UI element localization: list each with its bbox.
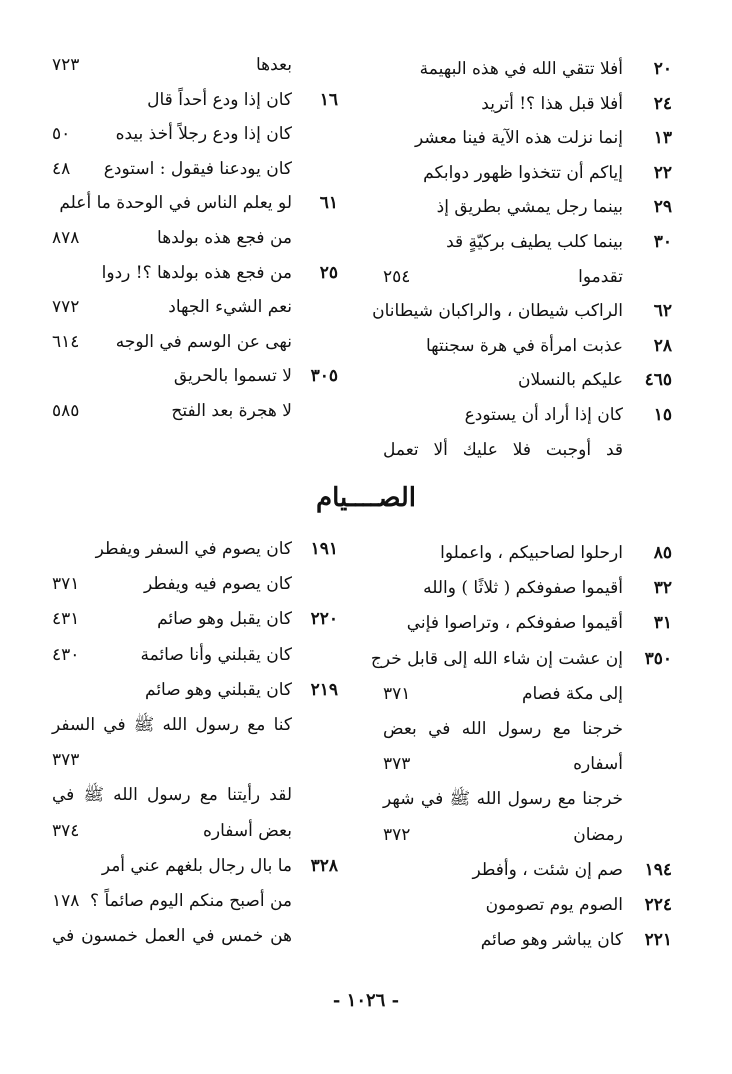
entry-number: ٢٠ bbox=[653, 59, 672, 79]
entry-number: ١٥ bbox=[653, 405, 672, 425]
entry-text: هن خمس في العمل خمسون في bbox=[52, 926, 292, 947]
entry-page-number: ٧٧٢ bbox=[52, 297, 80, 318]
entry-text: كان يودعنا فيقول : استودع bbox=[103, 158, 292, 179]
entry-page-number: ٣٧٢ bbox=[383, 824, 411, 845]
entry-number: ٢٤ bbox=[653, 93, 672, 114]
entry-number: ١٦ bbox=[319, 89, 338, 110]
entry-number: ٢٩ bbox=[653, 197, 672, 218]
entry-text: لا تسموا بالحريق bbox=[173, 366, 292, 387]
entry-text: بعض أسفاره bbox=[202, 820, 292, 841]
entry-page-number: ٤٣٠ bbox=[52, 644, 80, 665]
entry-text: عليكم بالنسلان bbox=[517, 370, 623, 391]
entry-page-number: ٣٧١ bbox=[383, 683, 411, 704]
entry-text: كان إذا أراد أن يستودع bbox=[464, 405, 623, 425]
entry-text: كنا مع رسول الله ﷺ في السفر bbox=[52, 715, 292, 735]
entry-page-number: ٣٧٣ bbox=[52, 750, 80, 771]
entry-page-number: ٧٢٣ bbox=[52, 55, 80, 75]
entry-number: ١٩١ bbox=[310, 539, 338, 559]
entry-text: كان يصوم فيه ويفطر bbox=[144, 574, 292, 595]
entry-text: أسفاره bbox=[573, 754, 623, 775]
entry-text: خرجنا مع رسول الله ﷺ في شهر bbox=[383, 789, 623, 810]
entry-text: من فجع هذه بولدها bbox=[157, 228, 292, 248]
entry-number: ٣٠٥ bbox=[310, 366, 338, 387]
entry-page-number: ٥٨٥ bbox=[52, 401, 80, 421]
entry-text: كان يقبلني وهو صائم bbox=[145, 679, 292, 700]
entry-text: بعدها bbox=[255, 55, 292, 75]
entry-text: لا هجرة بعد الفتح bbox=[171, 401, 292, 421]
entry-number: ٢١٩ bbox=[310, 679, 338, 700]
entry-text: نعم الشيء الجهاد bbox=[168, 297, 292, 318]
entry-text: لو يعلم الناس في الوحدة ما أعلم bbox=[59, 193, 292, 214]
entry-page-number: ٨٧٨ bbox=[52, 228, 80, 248]
entry-page-number: ٣٧٣ bbox=[383, 754, 411, 775]
entry-text: قد أوجبت فلا عليك ألا تعمل bbox=[383, 439, 623, 460]
entry-text: لقد رأيتنا مع رسول الله ﷺ في bbox=[52, 785, 292, 806]
entry-text: بينما كلب يطيف بركيّةٍ قد bbox=[446, 232, 623, 252]
entry-number: ٢٢ bbox=[653, 162, 672, 183]
entry-text: الصوم يوم تصومون bbox=[485, 895, 623, 915]
entry-page-number: ٤٣١ bbox=[52, 609, 80, 630]
entry-number: ٦١ bbox=[319, 193, 338, 214]
entry-text: أفلا قبل هذا ؟! أتريد bbox=[481, 93, 623, 114]
entry-text: أقيموا صفوفكم ، وتراصوا فإني bbox=[406, 613, 623, 634]
entry-number: ٣٢٨ bbox=[310, 855, 338, 876]
entry-number: ٤٦٥ bbox=[644, 370, 672, 391]
entry-number: ١٣ bbox=[653, 128, 672, 149]
entry-text: بينما رجل يمشي بطريق إذ bbox=[436, 197, 623, 218]
entry-number: ٣٠ bbox=[653, 232, 672, 252]
page-number-footer: - ١٠٢٦ - bbox=[332, 990, 400, 1011]
entry-text: أقيموا صفوفكم ( ثلاثًا ) والله bbox=[423, 578, 623, 599]
entry-text: إنما نزلت هذه الآية فينا معشر bbox=[415, 128, 623, 149]
entry-page-number: ٢٥٤ bbox=[383, 266, 411, 287]
entry-text: أفلا تتقي الله في هذه البهيمة bbox=[419, 59, 623, 79]
entry-page-number: ٣٧١ bbox=[52, 574, 80, 595]
entry-page-number: ٤٨ bbox=[52, 158, 71, 179]
entry-text: عذبت امرأة في هرة سجنتها bbox=[426, 335, 623, 356]
entry-number: ٣١ bbox=[653, 613, 672, 634]
entry-page-number: ٦١٤ bbox=[52, 331, 80, 352]
entry-text: من أصبح منكم اليوم صائماً ؟ bbox=[90, 891, 292, 911]
entry-text: كان يصوم في السفر ويفطر bbox=[95, 539, 292, 559]
entry-number: ١٩٤ bbox=[644, 859, 672, 880]
entry-number: ٣٥٠ bbox=[644, 648, 672, 669]
entry-number: ٢٢٠ bbox=[310, 609, 338, 630]
entry-text: كان إذا ودع أحداً قال bbox=[147, 89, 292, 110]
entry-number: ٨٥ bbox=[653, 543, 672, 563]
entry-text: كان يقبل وهو صائم bbox=[157, 609, 292, 630]
entry-text: إلى مكة فصام bbox=[521, 683, 623, 704]
entry-number: ٢٥ bbox=[319, 262, 338, 283]
entry-text: ما بال رجال بلغهم عني أمر bbox=[101, 855, 292, 876]
entry-number: ٢٢١ bbox=[644, 930, 672, 951]
entry-page-number: ٣٧٤ bbox=[52, 820, 80, 841]
entry-text: إياكم أن تتخذوا ظهور دوابكم bbox=[423, 162, 623, 183]
entry-page-number: ١٧٨ bbox=[52, 891, 80, 911]
entry-text: كان يقبلني وأنا صائمة bbox=[140, 644, 292, 665]
entry-text: تقدموا bbox=[578, 266, 623, 287]
entry-text: من فجع هذه بولدها ؟! ردوا bbox=[101, 262, 292, 283]
entry-text: صم إن شئت ، وأفطر bbox=[472, 859, 623, 880]
entry-page-number: ٥٠ bbox=[52, 124, 71, 145]
entry-number: ٢٨ bbox=[653, 335, 672, 356]
entry-number: ٦٢ bbox=[653, 301, 672, 322]
entry-text: نهى عن الوسم في الوجه bbox=[115, 331, 292, 352]
section-heading: الصــــيام bbox=[315, 483, 417, 513]
entry-text: إن عشت إن شاء الله إلى قابل خرج bbox=[370, 648, 623, 669]
entry-text: رمضان bbox=[573, 824, 623, 845]
entry-text: الراكب شيطان ، والراكبان شيطانان bbox=[372, 301, 623, 322]
entry-text: خرجنا مع رسول الله في بعض bbox=[383, 719, 623, 739]
entry-text: كان يباشر وهو صائم bbox=[480, 930, 623, 951]
entry-number: ٣٢ bbox=[653, 578, 672, 599]
entry-number: ٢٢٤ bbox=[644, 895, 672, 915]
entry-text: ارحلوا لصاحبيكم ، واعملوا bbox=[440, 543, 623, 563]
entry-text: كان إذا ودع رجلاً أخذ بيده bbox=[115, 124, 292, 145]
